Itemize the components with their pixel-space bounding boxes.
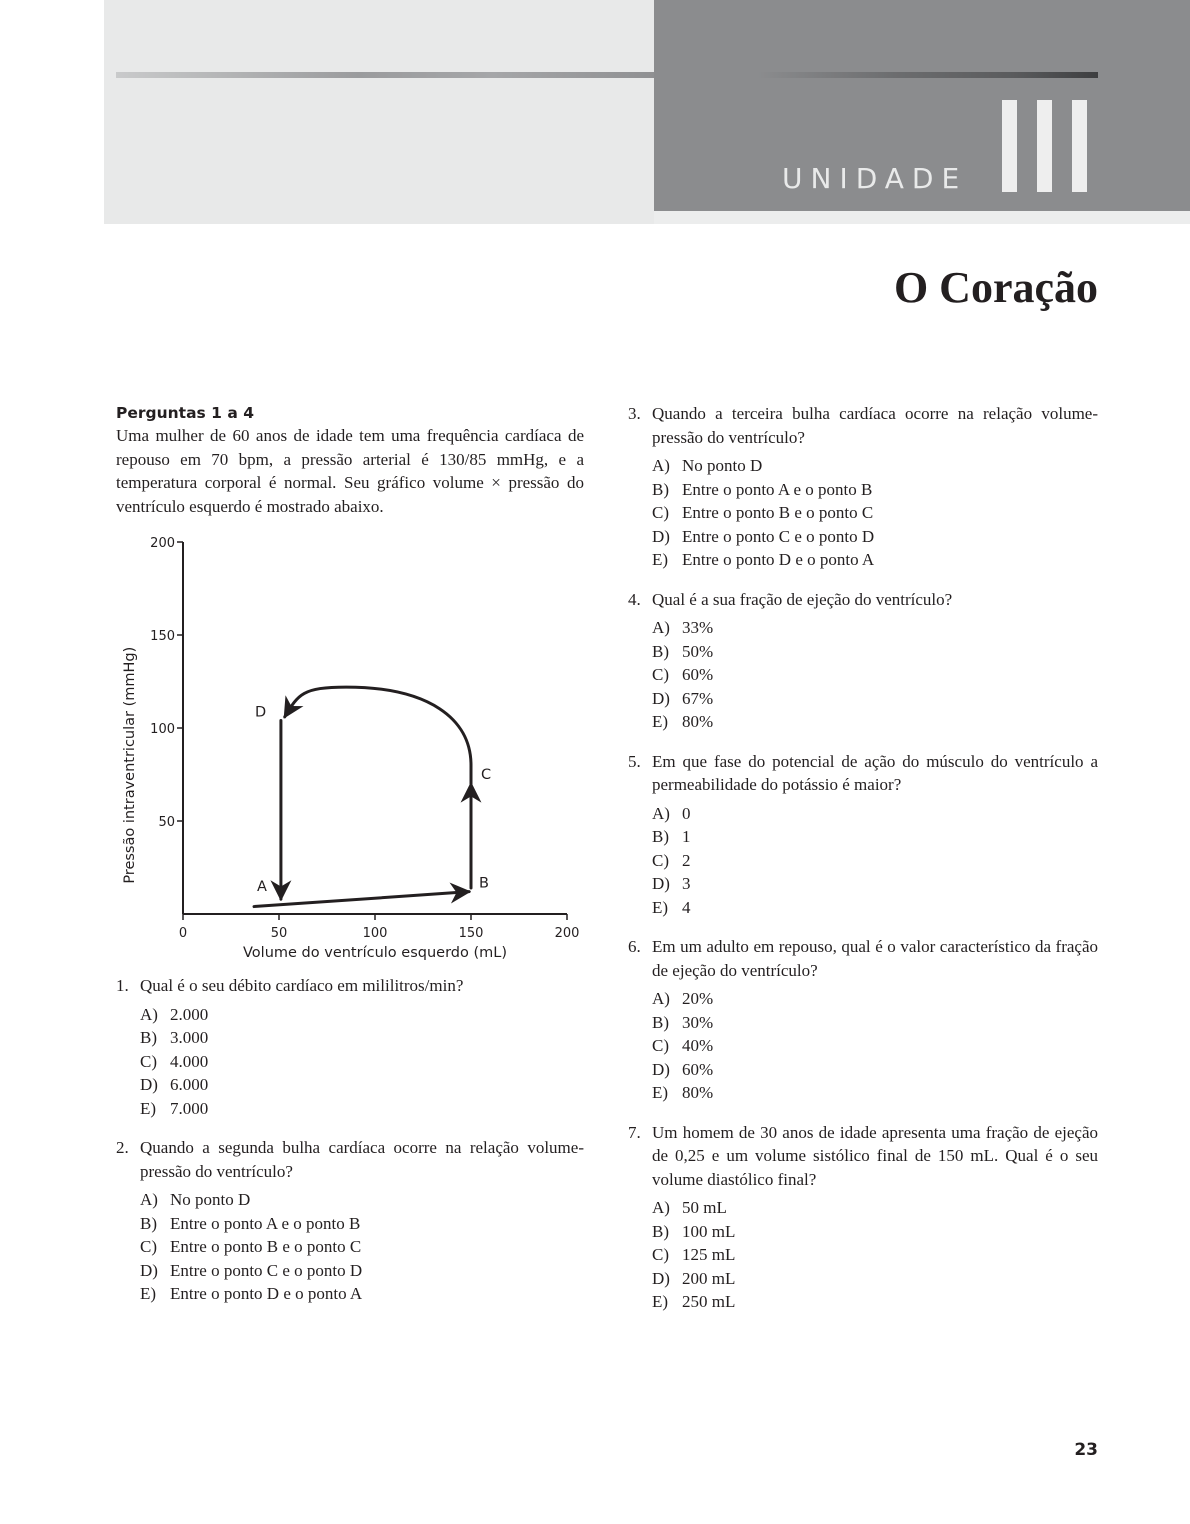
option-letter: A) xyxy=(140,1190,158,1209)
answer-option xyxy=(140,1259,584,1283)
option-text: 7.000 xyxy=(170,1098,209,1118)
y-axis-label: Pressão intraventricular (mmHg) xyxy=(122,646,138,884)
option-letter: E) xyxy=(652,1083,669,1102)
option-letter: A) xyxy=(140,1004,158,1024)
option-letter: C) xyxy=(652,1245,669,1264)
question-stem xyxy=(628,1121,1098,1192)
unit-label: UNIDADE xyxy=(782,162,968,195)
answer-option xyxy=(652,1267,1098,1291)
option-text: 2.000 xyxy=(170,1004,209,1024)
segment-a-b xyxy=(254,892,469,907)
question-7 xyxy=(628,1121,1098,1314)
question-4 xyxy=(628,588,1098,734)
numeral-bar xyxy=(1072,100,1087,192)
unit-numeral xyxy=(1002,100,1087,192)
option-text: 50 mL xyxy=(682,1198,727,1217)
chart-axes xyxy=(122,536,579,961)
chapter-title: O Coração xyxy=(893,263,1098,312)
answer-options xyxy=(652,1196,1098,1314)
question-text: Qual é a sua fração de ejeção do ventrículo? xyxy=(652,589,953,609)
answer-option xyxy=(652,1220,1098,1244)
option-text: 1 xyxy=(682,827,691,846)
point-label-b: B xyxy=(479,875,489,892)
answer-option xyxy=(652,616,1098,640)
option-letter: D) xyxy=(652,874,670,893)
option-letter: D) xyxy=(140,1260,158,1280)
option-text: Entre o ponto C e o ponto D xyxy=(682,526,875,546)
option-letter: D) xyxy=(652,526,670,546)
question-3 xyxy=(628,402,1098,572)
answer-options xyxy=(652,454,1098,572)
option-letter: D) xyxy=(652,1268,670,1288)
answer-options xyxy=(140,1188,584,1306)
option-letter: C) xyxy=(652,665,669,684)
option-letter: A) xyxy=(652,989,670,1008)
option-text: 2 xyxy=(682,850,691,870)
answer-option xyxy=(140,1282,584,1306)
point-label-a: A xyxy=(257,878,267,895)
option-letter: C) xyxy=(140,1237,157,1256)
option-text: Entre o ponto B e o ponto C xyxy=(682,503,874,522)
option-letter: B) xyxy=(140,1028,157,1047)
option-text: 67% xyxy=(682,688,714,708)
option-letter: E) xyxy=(652,897,669,917)
option-text: 60% xyxy=(682,1059,714,1079)
question-stem xyxy=(628,750,1098,797)
question-6 xyxy=(628,935,1098,1105)
left-column xyxy=(116,402,584,1322)
point-label-d: D xyxy=(255,704,267,721)
question-stem xyxy=(628,402,1098,449)
answer-option xyxy=(652,663,1098,687)
answer-options xyxy=(652,616,1098,734)
answer-option xyxy=(652,710,1098,734)
answer-option xyxy=(652,478,1098,502)
option-text: 0 xyxy=(682,803,691,823)
answer-option xyxy=(652,896,1098,920)
option-letter: B) xyxy=(140,1213,157,1233)
question-number: 5. xyxy=(628,751,641,771)
question-1 xyxy=(116,974,584,1120)
numeral-bar xyxy=(1002,100,1017,192)
option-letter: D) xyxy=(140,1075,158,1094)
section-heading: Perguntas 1 a 4 xyxy=(116,404,254,422)
option-letter: B) xyxy=(652,1012,669,1032)
option-text: 6.000 xyxy=(170,1075,209,1094)
option-letter: B) xyxy=(652,827,669,846)
question-text: Em que fase do potencial de ação do músculo do ventrículo a permeabilidade do potássio é maior? xyxy=(652,751,1098,794)
option-letter: E) xyxy=(652,550,669,569)
question-stem xyxy=(116,974,584,998)
option-text: 3.000 xyxy=(170,1028,209,1047)
option-text: Entre o ponto A e o ponto B xyxy=(170,1213,361,1233)
option-letter: D) xyxy=(652,1059,670,1079)
x-axis-label: Volume do ventrículo esquerdo (mL) xyxy=(243,945,507,961)
question-stem xyxy=(628,588,1098,612)
question-number: 3. xyxy=(628,404,641,423)
option-letter: A) xyxy=(652,456,670,475)
answer-option xyxy=(652,687,1098,711)
header-rule-right xyxy=(758,72,1098,78)
chart-labels xyxy=(255,704,491,894)
option-letter: D) xyxy=(652,688,670,708)
option-text: 20% xyxy=(682,989,714,1008)
point-label-c: C xyxy=(481,767,492,784)
questions-left xyxy=(116,974,584,1306)
answer-option xyxy=(652,1196,1098,1220)
pressure-volume-chart xyxy=(110,526,590,966)
question-number: 1. xyxy=(116,976,129,995)
option-letter: E) xyxy=(140,1098,157,1118)
answer-options xyxy=(652,802,1098,920)
option-text: 3 xyxy=(682,874,691,893)
answer-option xyxy=(652,1058,1098,1082)
question-number: 6. xyxy=(628,937,641,956)
option-text: No ponto D xyxy=(682,456,763,475)
option-text: Entre o ponto C e o ponto D xyxy=(170,1260,363,1280)
answer-option xyxy=(652,1081,1098,1105)
option-letter: A) xyxy=(652,803,670,823)
answer-option xyxy=(652,1290,1098,1314)
x-tick-label: 200 xyxy=(554,926,580,941)
answer-option xyxy=(652,1243,1098,1267)
option-text: 80% xyxy=(682,1083,714,1102)
answer-option xyxy=(652,802,1098,826)
option-letter: E) xyxy=(140,1284,157,1303)
option-letter: C) xyxy=(652,503,669,522)
question-5 xyxy=(628,750,1098,920)
question-number: 4. xyxy=(628,589,641,609)
answer-option xyxy=(140,1235,584,1259)
header-band-strip xyxy=(654,211,1190,224)
option-text: Entre o ponto D e o ponto A xyxy=(682,550,875,569)
question-text: Quando a terceira bulha cardíaca ocorre na relação volume-pressão do ventrículo? xyxy=(652,404,1098,447)
answer-option xyxy=(652,1034,1098,1058)
answer-option xyxy=(652,525,1098,549)
option-text: No ponto D xyxy=(170,1190,251,1209)
option-letter: B) xyxy=(652,1221,669,1241)
option-text: 40% xyxy=(682,1036,714,1055)
answer-option xyxy=(140,1212,584,1236)
x-tick-label: 150 xyxy=(458,926,484,941)
option-text: 4 xyxy=(682,897,691,917)
questions-right xyxy=(628,402,1098,1314)
question-text: Quando a segunda bulha cardíaca ocorre na relação volume-pressão do ventrículo? xyxy=(140,1138,584,1181)
question-text: Em um adulto em repouso, qual é o valor característico da fração de ejeção do ventrículo? xyxy=(652,937,1098,980)
right-column xyxy=(628,402,1098,1330)
x-tick-label: 0 xyxy=(178,926,188,941)
option-letter: A) xyxy=(652,618,670,637)
answer-option xyxy=(140,1097,584,1121)
question-number: 2. xyxy=(116,1138,129,1157)
question-text: Um homem de 30 anos de idade apresenta uma fração de ejeção de 0,25 e um volume sistólico final de 150 mL. Qual é o seu volume diastólico final? xyxy=(652,1122,1098,1189)
question-number: 7. xyxy=(628,1122,641,1142)
option-text: 200 mL xyxy=(682,1268,736,1288)
option-text: 33% xyxy=(682,618,714,637)
answer-option xyxy=(140,1073,584,1097)
option-text: 50% xyxy=(682,641,714,661)
header-band-left xyxy=(104,0,654,224)
y-tick-label: 50 xyxy=(158,815,175,830)
answer-option xyxy=(652,825,1098,849)
header-rule-left xyxy=(116,72,654,78)
chart-svg xyxy=(110,526,590,966)
numeral-bar xyxy=(1037,100,1052,192)
option-text: 80% xyxy=(682,712,714,731)
answer-option xyxy=(652,1011,1098,1035)
x-tick-label: 50 xyxy=(270,926,288,941)
option-text: 125 mL xyxy=(682,1245,736,1264)
page-number: 23 xyxy=(1074,1440,1098,1460)
answer-options xyxy=(140,1003,584,1121)
answer-option xyxy=(652,849,1098,873)
answer-option xyxy=(652,548,1098,572)
option-letter: C) xyxy=(140,1051,157,1071)
answer-option xyxy=(652,454,1098,478)
segment-c-d xyxy=(285,687,471,765)
y-tick-label: 200 xyxy=(150,536,175,551)
option-text: 30% xyxy=(682,1012,714,1032)
answer-option xyxy=(652,640,1098,664)
option-text: 60% xyxy=(682,665,714,684)
option-text: Entre o ponto D e o ponto A xyxy=(170,1284,363,1303)
option-letter: B) xyxy=(652,641,669,661)
answer-options xyxy=(652,987,1098,1105)
option-letter: E) xyxy=(652,712,669,731)
answer-option xyxy=(140,1188,584,1212)
option-text: 250 mL xyxy=(682,1292,736,1311)
option-text: Entre o ponto B e o ponto C xyxy=(170,1237,362,1256)
question-stem xyxy=(628,935,1098,982)
answer-option xyxy=(652,501,1098,525)
answer-option xyxy=(140,1050,584,1074)
question-stem xyxy=(116,1136,584,1183)
option-text: Entre o ponto A e o ponto B xyxy=(682,479,873,499)
answer-option xyxy=(652,987,1098,1011)
answer-option xyxy=(140,1003,584,1027)
question-text: Qual é o seu débito cardíaco em mililitros/min? xyxy=(140,976,464,995)
answer-option xyxy=(140,1026,584,1050)
y-tick-label: 150 xyxy=(150,629,175,644)
y-tick-label: 100 xyxy=(150,722,175,737)
option-letter: C) xyxy=(652,850,669,870)
option-letter: B) xyxy=(652,479,669,499)
option-letter: A) xyxy=(652,1198,670,1217)
question-2 xyxy=(116,1136,584,1306)
intro-text: Uma mulher de 60 anos de idade tem uma frequência cardíaca de repouso em 70 bpm, a pressão arterial é 130/85 mmHg, e a temperatura corporal é normal. Seu gráfico volume × pressão do ventrículo esquerdo é mostrado abaixo. xyxy=(116,426,584,516)
x-tick-label: 100 xyxy=(362,926,388,941)
option-text: 100 mL xyxy=(682,1221,736,1241)
option-letter: E) xyxy=(652,1292,669,1311)
option-text: 4.000 xyxy=(170,1051,209,1071)
chart-loop xyxy=(254,687,471,906)
option-letter: C) xyxy=(652,1036,669,1055)
answer-option xyxy=(652,872,1098,896)
